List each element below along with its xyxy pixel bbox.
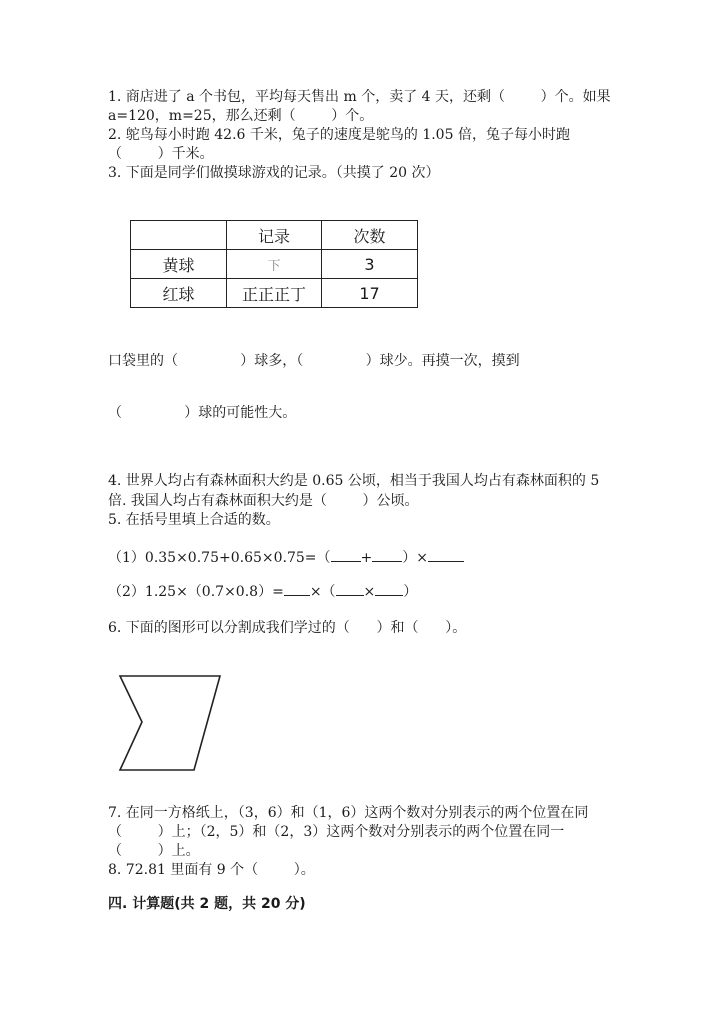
answer-blank[interactable] <box>372 549 402 562</box>
table-header-row <box>131 221 418 250</box>
q5-part2 <box>108 583 417 602</box>
answer-blank[interactable] <box>331 549 361 562</box>
table-header-cell <box>131 221 227 250</box>
count-value: 17 <box>322 279 418 308</box>
q3-line2: 口袋里的（ ）球多，（ ）球少。再摸一次，摸到 <box>108 353 520 369</box>
plus-sign: + <box>360 550 373 566</box>
q2-line2: （ ）千米。 <box>108 146 214 162</box>
times-sign: × <box>363 584 376 600</box>
ball-name: 红球 <box>131 279 227 308</box>
close-paren: ） <box>403 584 418 600</box>
q4-line2: 倍. 我国人均占有森林面积大约是（ ）公顷。 <box>108 493 419 509</box>
answer-blank[interactable] <box>284 583 310 596</box>
q6-line1: 6. 下面的图形可以分割成我们学过的（ ）和（ ）。 <box>108 620 467 636</box>
q5-part1-label: （1）0.35×0.75+0.65×0.75=（ <box>108 550 331 566</box>
table-row <box>131 279 418 308</box>
times-open: ×（ <box>309 584 336 600</box>
q7-line3: （ ）上。 <box>108 843 200 859</box>
q1-line2: a=120，m=25，那么还剩（ ）个。 <box>108 108 374 124</box>
answer-blank[interactable] <box>336 583 364 596</box>
q2-line1: 2. 鸵鸟每小时跑 42.6 千米，兔子的速度是鸵鸟的 1.05 倍，兔子每小时跑 <box>108 127 570 143</box>
table-header-cell: 记录 <box>227 221 322 250</box>
count-value: 3 <box>322 250 418 279</box>
q3-line1: 3. 下面是同学们做摸球游戏的记录。（共摸了 20 次） <box>108 165 440 181</box>
answer-blank[interactable] <box>375 583 403 596</box>
arrow-shaped-polygon <box>120 676 220 770</box>
tally-marks: 正正正丁 <box>227 279 322 308</box>
q5-part1 <box>108 549 464 568</box>
q3-line3: （ ）球的可能性大。 <box>108 405 297 421</box>
q7-line1: 7. 在同一方格纸上，（3，6）和（1，6）这两个数对分别表示的两个位置在同 <box>108 805 589 821</box>
q5-line1: 5. 在括号里填上合适的数。 <box>108 512 280 528</box>
table-row <box>131 250 418 279</box>
table-header-cell: 次数 <box>322 221 418 250</box>
composite-shape-figure <box>110 670 230 780</box>
q1-line1: 1. 商店进了 a 个书包，平均每天售出 m 个，卖了 4 天，还剩（ ）个。如果 <box>108 89 611 105</box>
q5-part2-label: （2）1.25×（0.7×0.8）= <box>108 584 284 600</box>
answer-blank[interactable] <box>428 549 464 562</box>
close-times: ）× <box>402 550 428 566</box>
ball-name: 黄球 <box>131 250 227 279</box>
q7-line2: （ ）上；（2，5）和（2，3）这两个数对分别表示的两个位置在同一 <box>108 824 565 840</box>
q8-line1: 8. 72.81 里面有 9 个（ ）。 <box>108 862 315 878</box>
q4-line1: 4. 世界人均占有森林面积大约是 0.65 公顷，相当于我国人均占有森林面积的 5 <box>108 473 600 489</box>
tally-marks: 下 <box>227 250 322 279</box>
section-heading: 四. 计算题(共 2 题，共 20 分) <box>108 896 306 912</box>
tally-record-table <box>130 220 418 308</box>
